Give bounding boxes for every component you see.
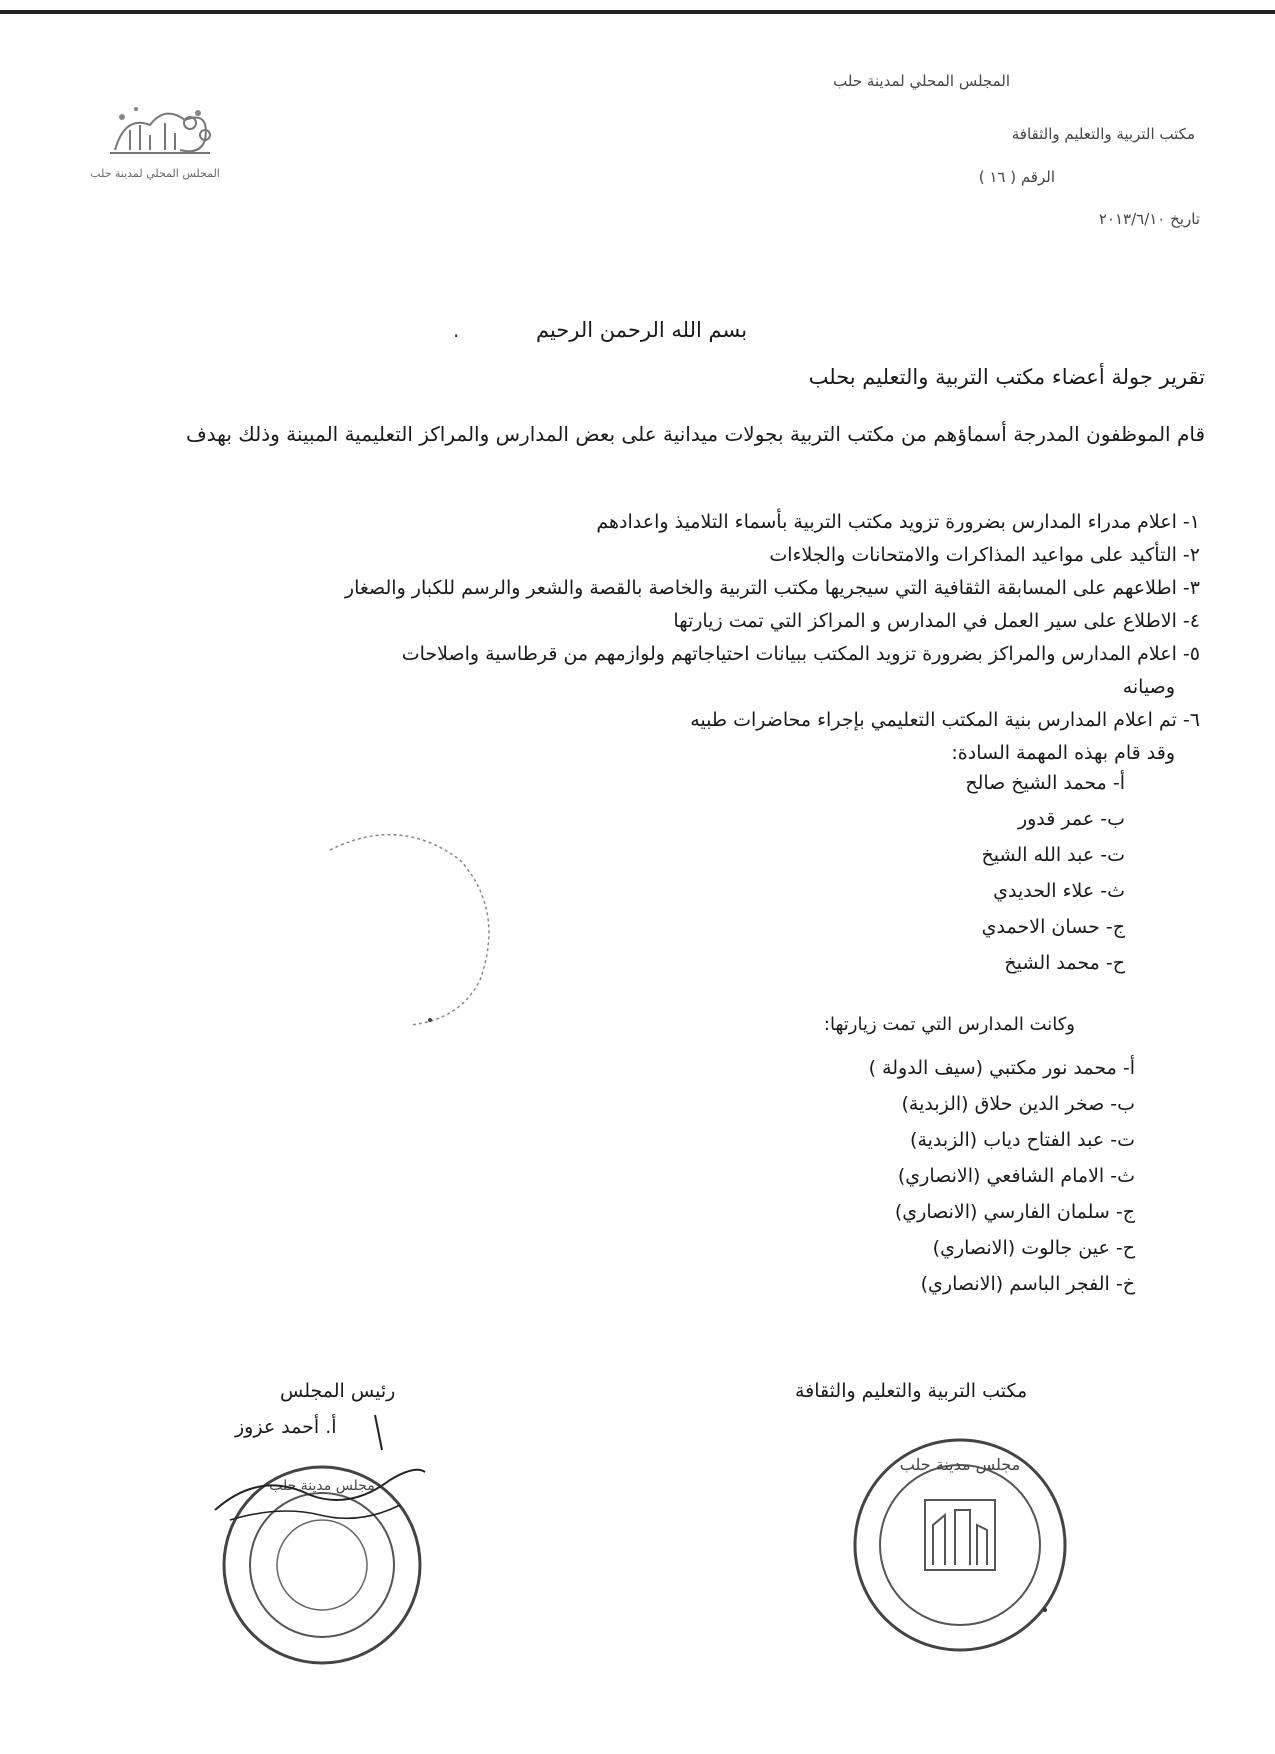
intro-paragraph: قام الموظفون المدرجة أسماؤهم من مكتب التربية بجولات ميدانية على بعض المدارس والمراكز التعليمية المبينة وذلك بهدف bbox=[185, 422, 1205, 446]
document-date: تاريخ ٢٠١٣/٦/١٠ bbox=[1098, 210, 1200, 228]
schools-label: وكانت المدارس التي تمت زيارتها: bbox=[823, 1014, 1075, 1035]
objective-item: ٦- تم اعلام المدارس بنية المكتب التعليمي بإجراء محاضرات طبيه bbox=[690, 709, 1200, 731]
team-member: ح- محمد الشيخ bbox=[1004, 952, 1125, 974]
objective-item: ٤- الاطلاع على سير العمل في المدارس و المراكز التي تمت زيارتها bbox=[673, 610, 1200, 632]
school-item: ح- عين جالوت (الانصاري) bbox=[932, 1237, 1135, 1259]
team-member: ث- علاء الحديدي bbox=[993, 880, 1125, 902]
objective-item: ٢- التأكيد على مواعيد المذاكرات والامتحانات والجلاءات bbox=[769, 544, 1200, 566]
faint-circle-mark bbox=[290, 820, 510, 1040]
reference-number: الرقم ( ١٦ ) bbox=[978, 168, 1055, 186]
council-head-name: أ. أحمد عزوز bbox=[235, 1416, 337, 1438]
objective-item: ٣- اطلاعهم على المسابقة الثقافية التي سيجريها مكتب التربية والخاصة بالقصة والشعر والرسم للكبار والصغار bbox=[344, 577, 1200, 599]
team-member: ج- حسان الاحمدي bbox=[981, 916, 1125, 938]
schools-list bbox=[635, 1050, 1135, 1302]
school-item: ج- سلمان الفارسي (الانصاري) bbox=[894, 1201, 1135, 1223]
office-name: مكتب التربية والتعليم والثقافة bbox=[1011, 125, 1195, 143]
basmala bbox=[400, 318, 800, 342]
objective-item-continuation: وصيانه bbox=[1122, 676, 1175, 698]
school-item: ب- صخر الدين حلاق (الزبدية) bbox=[901, 1093, 1135, 1115]
objective-item: ٥- اعلام المدارس والمراكز بضرورة تزويد المكتب ببيانات احتياجاتهم ولوازمهم من قرطاسية واصلاحات bbox=[401, 643, 1200, 665]
team-members-list bbox=[725, 765, 1125, 981]
school-item: ث- الامام الشافعي (الانصاري) bbox=[897, 1165, 1135, 1187]
council-name: المجلس المحلي لمدينة حلب bbox=[833, 72, 1010, 90]
objective-item-continuation: وقد قام بهذه المهمة السادة: bbox=[951, 742, 1175, 764]
school-item: ت- عبد الفتاح دياب (الزبدية) bbox=[910, 1129, 1135, 1151]
office-stamp-text: مجلس مدينة حلب bbox=[899, 1455, 1021, 1474]
team-member: أ- محمد الشيخ صالح bbox=[965, 772, 1125, 794]
report-title: تقرير جولة أعضاء مكتب التربية والتعليم بحلب bbox=[808, 365, 1205, 389]
office-signature-label: مكتب التربية والتعليم والثقافة bbox=[795, 1380, 1028, 1402]
council-stamp-text: مجلس مدينة حلب bbox=[269, 1478, 375, 1494]
council-head-title: رئيس المجلس bbox=[280, 1380, 396, 1402]
school-item: أ- محمد نور مكتبي (سيف الدولة ) bbox=[868, 1057, 1135, 1079]
objective-item: ١- اعلام مدراء المدارس بضرورة تزويد مكتب التربية بأسماء التلاميذ واعدادهم bbox=[596, 511, 1200, 533]
school-item: خ- الفجر الباسم (الانصاري) bbox=[920, 1273, 1135, 1295]
team-member: ب- عمر قدور bbox=[1017, 808, 1125, 830]
logo-caption: المجلس المحلي لمدينة حلب bbox=[90, 167, 220, 180]
office-stamp bbox=[845, 1430, 1075, 1660]
stray-dot: . bbox=[452, 318, 460, 342]
handwritten-signature bbox=[200, 1410, 440, 1570]
team-member: ت- عبد الله الشيخ bbox=[981, 844, 1125, 866]
top-border-line bbox=[0, 10, 1275, 14]
objectives-list bbox=[70, 506, 1200, 770]
basmala-text: بسم الله الرحمن الرحيم bbox=[535, 318, 748, 342]
